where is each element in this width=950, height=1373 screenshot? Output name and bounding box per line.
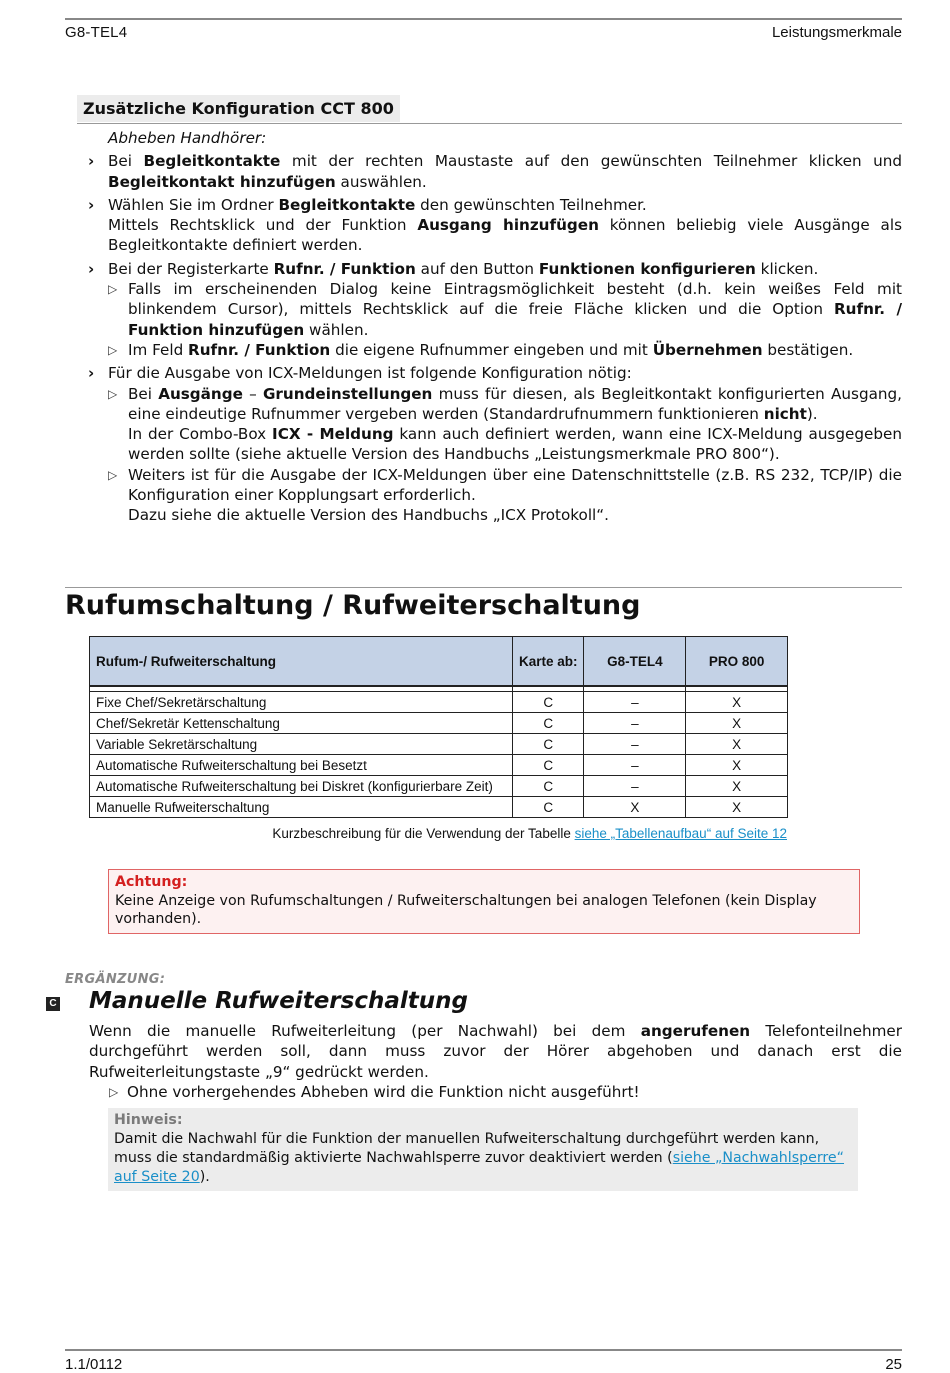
header-chapter: Leistungsmerkmale	[771, 24, 902, 41]
table-row	[90, 755, 788, 776]
table-caption: Kurzbeschreibung für die Verwendung der Tabelle siehe „Tabellenaufbau“ auf Seite 12	[272, 826, 787, 841]
table-cell: C	[513, 713, 584, 734]
table-cell: –	[584, 734, 686, 755]
arrow-bullet-icon: ›	[88, 195, 95, 214]
table-cell: C	[513, 755, 584, 776]
warning-box	[108, 869, 860, 934]
table-structure-link[interactable]: siehe „Tabellenaufbau“ auf Seite 12	[574, 826, 787, 841]
outline-arrow-icon: ▷	[108, 342, 118, 357]
table-cell: –	[584, 713, 686, 734]
section-title: Rufumschaltung / Rufweiterschaltung	[65, 590, 641, 621]
sub-list-item: ▷ Falls im erscheinenden Dialog keine Eintragsmöglichkeit besteht (d.h. kein weißes Feld mit blinkendem Cursor), mittels Rechtsklick auf die freie Fläche klicken und die Option Rufnr. / Funktion hinzufügen wählen.	[108, 280, 902, 339]
subheading-cct800: Zusätzliche Konfiguration CCT 800	[77, 95, 400, 122]
warning-title: Achtung:	[115, 874, 188, 890]
header-rule	[65, 18, 902, 20]
table-cell: X	[584, 797, 686, 818]
table-row	[90, 713, 788, 734]
header-product: G8-TEL4	[65, 24, 128, 41]
supplement-title: Manuelle Rufweiterschaltung	[89, 988, 468, 1014]
hint-text: Damit die Nachwahl für die Funktion der manuellen Rufweiterschaltung durchgeführt werden kann, muss die standardmäßig aktivierte Nachwahlsperre zuvor deaktiviert werden (siehe „Nachwahlsperre“ auf Seite 20).	[114, 1131, 845, 1185]
table-header-cell: Karte ab:	[513, 637, 584, 687]
arrow-bullet-icon: ›	[88, 259, 95, 278]
outline-arrow-icon: ▷	[108, 282, 118, 297]
outline-arrow-icon: ▷	[108, 467, 118, 482]
feature-table	[89, 636, 788, 818]
table-cell: X	[686, 797, 788, 818]
list-item: › Bei der Registerkarte Rufnr. / Funktion auf den Button Funktionen konfigurieren klicken.	[88, 259, 819, 278]
table-cell: C	[513, 692, 584, 713]
table-cell: –	[584, 776, 686, 797]
supplement-body	[89, 1021, 902, 1102]
sub-list-item: ▷ Im Feld Rufnr. / Funktion die eigene Rufnummer eingeben und mit Übernehmen bestätigen.	[108, 340, 854, 359]
sub-list-item: ▷ Bei Ausgänge – Grundeinstellungen muss für diesen, als Begleitkontakt konfigurierten Ausgang, eine eindeutige Rufnummer vergeben werden (Standardrufnummern funktionieren nicht).	[108, 384, 903, 423]
card-type-badge: C	[46, 997, 60, 1011]
table-cell: X	[686, 734, 788, 755]
table-cell: Chef/Sekretär Kettenschaltung	[90, 713, 513, 734]
list-item: › Wählen Sie im Ordner Begleitkontakte den gewünschten Teilnehmer.	[88, 195, 647, 214]
table-header-cell: Rufum-/ Rufweiterschaltung	[90, 637, 513, 687]
list-item: › Bei Begleitkontakte mit der rechten Maustaste auf den gewünschten Teilnehmer klicken und Begleitkontakt hinzufügen auswählen.	[88, 152, 902, 191]
table-header-row	[90, 637, 788, 687]
postdial-lock-link[interactable]: siehe „Nachwahlsperre“ auf Seite 20	[114, 1150, 845, 1185]
section-rule	[65, 587, 902, 588]
table-cell: Automatische Rufweiterschaltung bei Diskret (konfigurierbare Zeit)	[90, 776, 513, 797]
footer-page-number: 25	[885, 1356, 902, 1373]
outline-arrow-icon: ▷	[108, 386, 118, 401]
sub-list-item-continuation: In der Combo-Box ICX - Meldung kann auch definiert werden, wann eine ICX-Meldung ausgegeben werden sollte (siehe aktuelle Version des Handbuchs „Leistungsmerkmale PRO 800“).	[128, 425, 902, 464]
supplement-paragraph: Wenn die manuelle Rufweiterleitung (per Nachwahl) bei dem angerufenen Telefonteilnehmer durchgeführt werden soll, dann muss zuvor der Hörer abgehoben und danach erst die Rufweiterleitungstaste „9“ gedrückt werden.	[89, 1022, 902, 1081]
table-row	[90, 692, 788, 713]
footer-version: 1.1/0112	[65, 1356, 123, 1373]
sub-list-item-continuation: Dazu siehe die aktuelle Version des Handbuchs „ICX Protokoll“.	[128, 506, 609, 525]
table-cell: Automatische Rufweiterschaltung bei Besetzt	[90, 755, 513, 776]
subheading-box	[77, 95, 902, 124]
table-cell: X	[686, 692, 788, 713]
table-cell: X	[686, 755, 788, 776]
supplement-label: ERGÄNZUNG:	[65, 972, 166, 987]
table-row	[90, 734, 788, 755]
sub-list-item: ▷ Weiters ist für die Ausgabe der ICX-Meldungen über eine Datenschnittstelle (z.B. RS 232, TCP/IP) die Konfiguration einer Kopplungsart erforderlich.	[108, 465, 902, 505]
hint-box	[108, 1108, 858, 1191]
table-row	[90, 776, 788, 797]
table-cell: C	[513, 776, 584, 797]
table-cell: X	[686, 713, 788, 734]
arrow-bullet-icon: ›	[88, 364, 95, 383]
table-cell: –	[584, 692, 686, 713]
list-item-continuation: Mittels Rechtsklick und der Funktion Ausgang hinzufügen können beliebig viele Ausgänge als Begleitkontakte definiert werden.	[108, 216, 902, 255]
hint-title: Hinweis:	[114, 1112, 183, 1128]
sub-list-item: ▷ Ohne vorhergehendes Abheben wird die Funktion nicht ausgeführt!	[109, 1082, 640, 1101]
table-cell: Variable Sekretärschaltung	[90, 734, 513, 755]
table-cell: –	[584, 755, 686, 776]
arrow-bullet-icon: ›	[88, 152, 95, 171]
outline-arrow-icon: ▷	[109, 1084, 119, 1099]
intro-line: Abheben Handhörer:	[108, 129, 267, 147]
table-cell: Manuelle Rufweiterschaltung	[90, 797, 513, 818]
footer-rule	[65, 1349, 902, 1351]
table-cell: C	[513, 734, 584, 755]
warning-text: Keine Anzeige von Rufumschaltungen / Rufweiterschaltungen bei analogen Telefonen (kein Display vorhanden).	[115, 892, 817, 927]
cct-config-body	[88, 128, 902, 526]
list-item: › Für die Ausgabe von ICX-Meldungen ist folgende Konfiguration nötig:	[88, 364, 632, 383]
table-cell: C	[513, 797, 584, 818]
table-header-cell: PRO 800	[686, 637, 788, 687]
table-row	[90, 797, 788, 818]
table-header-cell: G8-TEL4	[584, 637, 686, 687]
table-cell: Fixe Chef/Sekretärschaltung	[90, 692, 513, 713]
table-cell: X	[686, 776, 788, 797]
